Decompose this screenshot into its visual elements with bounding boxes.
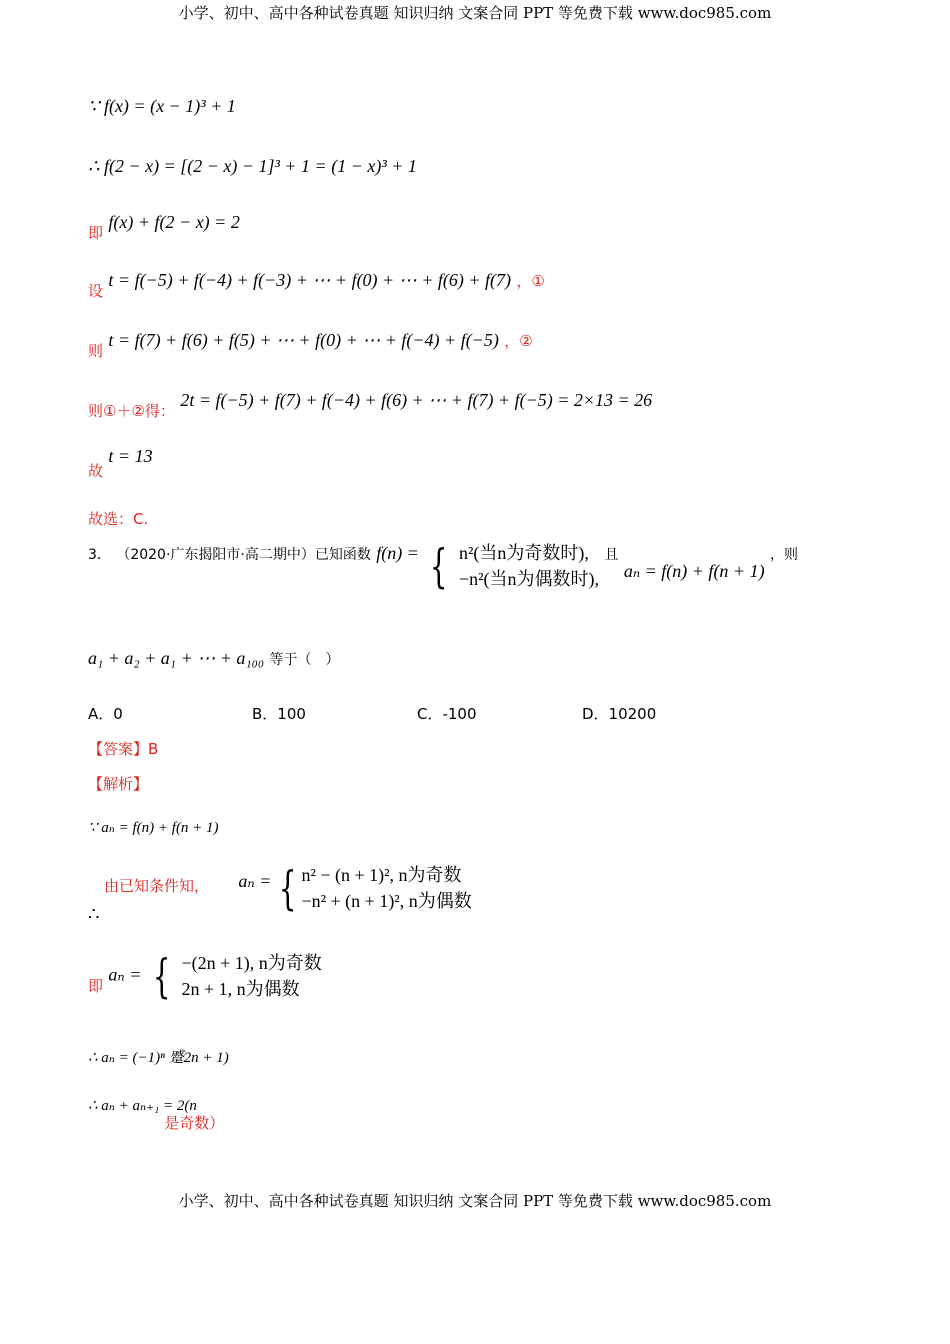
analysis-step-3-case-1: −(2n + 1), n为奇数 xyxy=(181,953,322,973)
step-prefix-ze: 则 xyxy=(88,342,104,360)
analysis-step-5-formula: ∴ aₙ + aₙ₊₁ = 2(n xyxy=(88,1098,197,1114)
step-prefix-sum: 则①＋②得： xyxy=(88,402,175,420)
step-marker-1: ，① xyxy=(516,272,545,290)
step-marker-2: ，② xyxy=(504,332,533,350)
analysis-step-5 xyxy=(88,1094,262,1132)
analysis-step-3-case-2: 2n + 1, n为偶数 xyxy=(181,979,300,999)
analysis-step-2-case-1: n² − (n + 1)², n为奇数 xyxy=(301,865,462,885)
step-formula-5: t = f(7) + f(6) + f(5) + ⋯ + f(0) + ⋯ + f(−4) + f(−5) xyxy=(108,330,499,350)
step-formula-6: 2t = f(−5) + f(7) + f(−4) + f(6) + ⋯ + f(7) + f(−5) = 2×13 = 26 xyxy=(180,390,653,410)
step-line-1: ∵ f(x) = (x − 1)³ + 1 xyxy=(88,96,236,116)
question-sum-line xyxy=(88,648,340,669)
analysis-step-2-lhs: aₙ = xyxy=(238,870,272,891)
analysis-step-2-case-2: −n² + (n + 1)², n为偶数 xyxy=(301,891,472,911)
step-choice: 故选：C. xyxy=(88,510,149,528)
analysis-step-2-therefore: ∴ xyxy=(88,904,100,924)
step-line-6 xyxy=(88,390,653,420)
page-footer: 小学、初中、高中各种试卷真题 知识归纳 文案合同 PPT 等免费下载 www.doc985.com xyxy=(178,1192,772,1210)
step-line-5 xyxy=(88,330,533,360)
question-and: 且 xyxy=(604,546,619,563)
step-prefix-gu: 故 xyxy=(88,462,104,480)
analysis-label: 【解析】 xyxy=(88,775,149,793)
option-a[interactable]: A．0 xyxy=(88,705,123,723)
step-prefix-she: 设 xyxy=(88,282,104,300)
analysis-step-3 xyxy=(88,950,322,1002)
question-sum: a₁ + a₂ + a₁ + ⋯ + a₁₀₀ xyxy=(88,648,265,668)
step-line-2: ∴ f(2 − x) = [(2 − x) − 1]³ + 1 = (1 − x)³ + 1 xyxy=(88,156,417,176)
question-case-2: −n²(当n为偶数时), xyxy=(459,569,600,589)
analysis-step-2-brace: { xyxy=(278,861,297,915)
page-header: 小学、初中、高中各种试卷真题 知识归纳 文案合同 PPT 等免费下载 www.doc985.com xyxy=(178,4,772,22)
option-d[interactable]: D．10200 xyxy=(582,705,657,723)
question-case-1: n²(当n为奇数时), xyxy=(459,543,589,563)
question-number: 3． xyxy=(88,546,111,563)
analysis-step-3-prefix: 即 xyxy=(88,976,104,995)
step-prefix-ji: 即 xyxy=(88,224,104,242)
analysis-step-3-brace: { xyxy=(152,949,171,1003)
answer-label: 【答案】B xyxy=(88,740,159,758)
question-f-lhs: f(n) = xyxy=(376,542,419,563)
analysis-step-4: ∴ aₙ = (−1)ⁿ 蹙2n + 1) xyxy=(88,1050,229,1066)
question-then: ，则 xyxy=(769,546,798,563)
step-formula-7: t = 13 xyxy=(108,446,153,466)
analysis-step-2-prefix: 由已知条件知， xyxy=(104,876,210,895)
analysis-step-5-suffix: 是奇数） xyxy=(164,1114,225,1132)
question-sum-suffix: 等于（ ） xyxy=(269,652,340,668)
step-formula-3: f(x) + f(2 − x) = 2 xyxy=(108,212,240,232)
question-an-def: aₙ = f(n) + f(n + 1) xyxy=(623,560,765,581)
question-3 xyxy=(88,540,798,592)
step-line-7 xyxy=(88,446,153,480)
analysis-step-2 xyxy=(88,861,472,915)
step-line-4 xyxy=(88,270,545,300)
option-c[interactable]: C．-100 xyxy=(417,705,477,723)
question-cases xyxy=(459,540,599,592)
analysis-step-1: ∵ aₙ = f(n) + f(n + 1) xyxy=(88,820,219,836)
step-line-3 xyxy=(88,212,240,242)
step-formula-4: t = f(−5) + f(−4) + f(−3) + ⋯ + f(0) + ⋯ + f(6) + f(7) xyxy=(108,270,511,290)
option-b[interactable]: B．100 xyxy=(252,705,306,723)
analysis-step-3-lhs: aₙ = xyxy=(108,964,142,985)
analysis-step-3-cases xyxy=(181,950,321,1002)
question-source: （2020·广东揭阳市·高二期中）已知函数 xyxy=(116,546,371,563)
question-brace: { xyxy=(430,539,448,593)
analysis-step-2-cases xyxy=(301,862,471,914)
